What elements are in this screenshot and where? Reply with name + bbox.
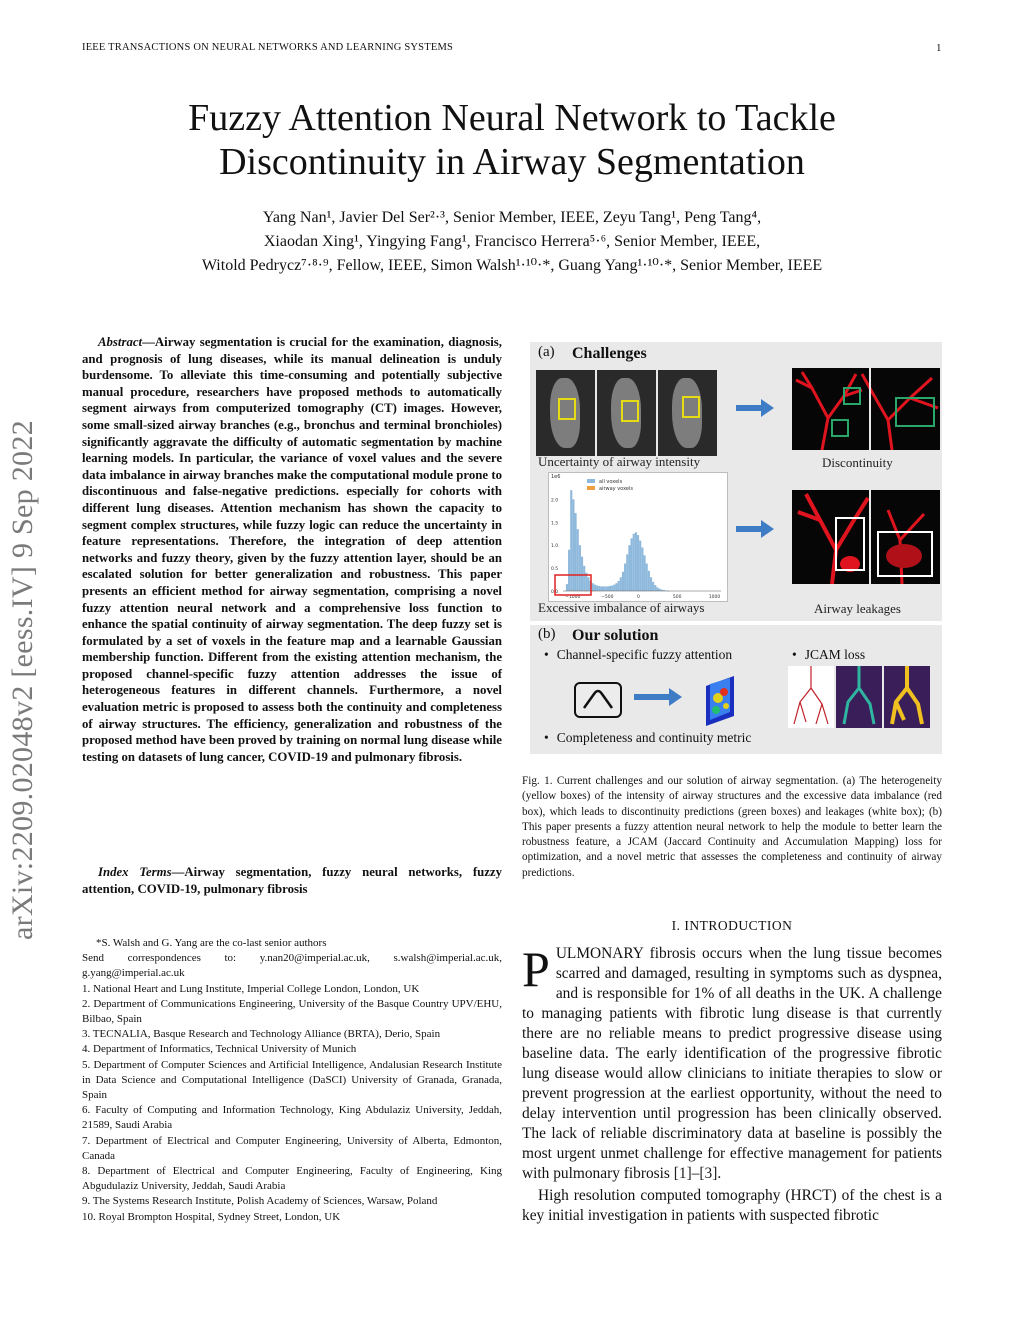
histogram-bar-all — [652, 582, 654, 591]
bullet: • — [792, 647, 797, 662]
leakage-label: Airway leakages — [814, 601, 901, 616]
histogram-bar-all — [600, 586, 602, 591]
ct-slice-2 — [597, 370, 656, 456]
solution-item — [792, 647, 865, 663]
histogram-bar-all — [579, 545, 581, 591]
solution-3: Completeness and continuity metric — [556, 730, 752, 745]
histogram-bar-all — [620, 577, 622, 591]
page-number: 1 — [936, 42, 942, 54]
ct-slice-1 — [536, 370, 595, 456]
index-terms — [82, 864, 502, 897]
histogram-bar-all — [603, 586, 605, 591]
arrow-right-icon — [634, 694, 670, 700]
fuzzy-feature-maps — [700, 672, 740, 728]
airway-tree-red — [792, 368, 940, 450]
authors-line-1: Yang Nan¹, Javier Del Ser²·³, Senior Member, IEEE, Zeyu Tang¹, Peng Tang⁴, — [262, 209, 762, 226]
airway-leakage-red — [792, 490, 940, 584]
footnote: *S. Walsh and G. Yang are the co-last senior authors — [96, 937, 327, 949]
para1-end: . — [717, 1165, 722, 1182]
histogram-bar-all — [648, 571, 650, 591]
histogram-bar-all — [650, 577, 652, 591]
histogram-bar-all — [581, 557, 583, 591]
y-tick-label: 1.0 — [551, 544, 559, 550]
intro-paragraph-2: High resolution computed tomography (HRCT) of the chest is a key initial investigation in patients with suspected fibrotic — [522, 1187, 942, 1224]
abstract-label: Abstract — [98, 335, 143, 349]
footnote: 8. Department of Electrical and Computer Engineering, Faculty of Engineering, King Abgudulaziz University, Jeddah, Saudi Arabia — [82, 1165, 502, 1193]
index-terms-label: Index Terms — [98, 865, 172, 879]
histogram-bar-all — [587, 577, 589, 591]
citation-link[interactable]: [3] — [699, 1165, 718, 1182]
panel-a-title: Challenges — [572, 345, 647, 362]
histogram-bar-all — [613, 585, 615, 591]
histogram-bar-all — [633, 534, 635, 591]
x-tick-label: 1000 — [708, 595, 721, 600]
histogram-bar-all — [594, 585, 596, 591]
x-tick-label: 0 — [637, 595, 640, 600]
histogram-bar-all — [568, 550, 570, 591]
scale-label: 1e6 — [551, 474, 561, 480]
histogram-bar-all — [598, 586, 600, 591]
histogram-bar-all — [605, 586, 607, 591]
panel-a-label: (a) — [538, 344, 555, 360]
x-tick-label: −1000 — [565, 595, 581, 600]
citation-link[interactable]: [1] — [673, 1165, 692, 1182]
para1-start: ULMONARY — [555, 945, 644, 962]
histogram-bar-all — [583, 566, 585, 591]
panel-divider — [530, 621, 942, 625]
ct-slice-3 — [658, 370, 717, 456]
legend-airway: airway voxels — [599, 486, 633, 492]
histogram-bar-all — [631, 538, 633, 591]
histogram-chart — [549, 473, 727, 601]
airway-prediction-white — [788, 666, 834, 728]
histogram-bar-all — [635, 532, 637, 591]
gaussian-membership-icon — [574, 682, 622, 718]
histogram-bar-all — [618, 581, 620, 591]
discontinuity-label: Discontinuity — [822, 455, 893, 470]
uncertainty-label: Uncertainty of airway intensity — [538, 454, 701, 469]
histogram-bar-all — [611, 586, 613, 592]
panel-b-title: Our solution — [572, 627, 659, 644]
para1-text: fibrosis occurs when the lung tissue becomes scarred and damaged, resulting in symptoms such as dyspnea, and is responsible for 1% of all deaths in the UK. A challenge to managing patients with fibrotic lung disease is that currently there are no reliable means to predict progressive disease using baseline data. The early identification of the progressive fibrotic lung disease would allow clinicians to initiate therapies to slow or prevent progression at the earliest opportunity, without the need to delay intervention until progression has been clinically observed. The lack of reliable discriminatory data at baseline is possibly the most urgent unmet challenge for effective management for patients with pulmonary fibrosis — [522, 945, 942, 1182]
legend-all: all voxels — [599, 479, 623, 485]
authors-line-2: Xiaodan Xing¹, Yingying Fang¹, Francisco Herrera⁵·⁶, Senior Member, IEEE, — [263, 233, 761, 250]
introduction-body — [522, 941, 942, 1226]
footnote: 9. The Systems Research Institute, Polish Academy of Sciences, Warsaw, Poland — [82, 1195, 438, 1208]
histogram-bar-all — [654, 585, 656, 591]
author-list — [60, 206, 964, 278]
leakage-image — [792, 490, 940, 584]
y-tick-label: 0.5 — [551, 567, 559, 573]
histogram-bar-all — [607, 586, 609, 591]
figure-1 — [530, 342, 942, 754]
cite-dash: – — [691, 1165, 700, 1182]
imbalance-histogram — [548, 472, 728, 602]
footnote: 6. Faculty of Computing and Information Technology, King Abdulaziz University, Jeddah, 21589, Saudi Arabia — [82, 1104, 502, 1132]
legend-swatch-airway — [587, 486, 595, 490]
histogram-bar-all — [659, 589, 661, 591]
histogram-bar-all — [572, 499, 574, 591]
histogram-bar-all — [592, 583, 594, 591]
histogram-bar-all — [643, 555, 645, 591]
footnote: 5. Department of Computer Sciences and Artificial Intelligence, Andalusian Research Institute in Data Science and Computational Intelligence (DaSCI) University of Granada, Granada, Spain — [82, 1058, 502, 1102]
y-tick-label: 1.5 — [551, 521, 559, 527]
histogram-bar-all — [570, 490, 572, 591]
y-tick-label: 2.0 — [551, 498, 559, 504]
histogram-bar-all — [566, 584, 568, 591]
footnote: 7. Department of Electrical and Computer Engineering, University of Alberta, Edmonton, Canada — [82, 1134, 502, 1162]
histogram-bar-all — [609, 586, 611, 591]
arrow-right-icon — [736, 405, 762, 411]
histogram-bar-all — [626, 554, 628, 591]
figure-caption: Fig. 1. Current challenges and our solution of airway segmentation. (a) The heterogeneity (yellow boxes) of the intensity of airway structures and the excessive data imbalance (red box), which leads to discontinuity predictions (green boxes) and leakages (white box); (b) This paper presents a fuzzy attention neural network to help the module to better learn the robustness feature, a JCAM (Jaccard Continuity and Accumulation Mapping) loss for optimization, and a novel metric that assesses the completeness and continuity of airway predictions. — [522, 775, 942, 879]
x-tick-label: 500 — [672, 595, 682, 600]
solution-1: Channel-specific fuzzy attention — [556, 647, 733, 662]
airway-heatmap — [836, 666, 882, 728]
footnote: 3. TECNALIA, Basque Research and Technology Alliance (BRTA), Derio, Spain — [82, 1028, 441, 1041]
abstract-text: —Airway segmentation is crucial for the examination, diagnosis, and prognosis of lung diseases, while its manual delineation is unduly burdensome. To alleviate this time-consuming and potentially subjective manual procedure, researchers have proposed methods to automatically segment airways from computerized tomography (CT) images. However, some small-sized airway branches (e.g., bronchus and terminal bronchioles) significantly aggravate the difficulty of automatic segmentation by machine learning models. In particular, the variance of voxel values and the severe data imbalance in airway branches make the computational module prone to discontinuous and false-negative predictions. especially for cohorts with different lung diseases. Attention mechanism has shown the capacity to segment complex structures, while fuzzy logic can reduce the uncertainty in feature representations. Therefore, the integration of deep attention networks and fuzzy theory, given by the fuzzy attention layer, should be an escalated solution for better generalization and robustness. This paper presents an efficient method for airway segmentation, comprising a novel fuzzy attention neural network and a comprehensive loss function to enhance the spatial continuity of airway segmentation. The deep fuzzy set is formulated by a set of voxels in the feature map and a learnable Gaussian membership function. Different from the existing attention mechanism, the proposed channel-specific fuzzy attention addresses the issue of heterogeneous features in different channels. Furthermore, a novel evaluation metric is proposed to assess both the continuity and completeness of airway structures. The efficiency, generalization and robustness of the proposed method have been proved by training on normal lung disease while testing on datasets of lung cancer, COVID-19 and pulmonary fibrosis. — [82, 335, 502, 764]
histogram-bar-all — [615, 583, 617, 591]
green-box — [896, 398, 934, 426]
title-line-2: Discontinuity in Airway Segmentation — [219, 141, 805, 183]
histogram-bar-all — [637, 535, 639, 591]
solution-item — [544, 647, 732, 663]
yellow-box — [558, 398, 576, 420]
y-tick-label: 0.0 — [551, 590, 559, 595]
x-tick-label: −500 — [601, 595, 614, 600]
footnotes — [82, 936, 502, 1225]
solution-2: JCAM loss — [804, 647, 866, 662]
histogram-bar-all — [646, 564, 648, 592]
paper-title — [60, 96, 964, 184]
footnote: 1. National Heart and Lung Institute, Imperial College London, London, UK — [82, 982, 420, 995]
bullet: • — [544, 730, 549, 745]
footnote: 4. Department of Informatics, Technical University of Munich — [82, 1043, 357, 1056]
title-line-1: Fuzzy Attention Neural Network to Tackle — [188, 97, 836, 139]
section-title: I. INTRODUCTION — [671, 918, 793, 933]
bullet: • — [544, 647, 549, 662]
arxiv-stamp: arXiv:2209.02048v2 [eess.IV] 9 Sep 2022 — [6, 420, 39, 940]
imbalance-label: Excessive imbalance of airways — [538, 600, 705, 615]
airway-prediction-yellow — [884, 666, 930, 728]
abstract — [82, 334, 502, 765]
histogram-bar-all — [641, 547, 643, 591]
histogram-bar-all — [574, 513, 576, 591]
solution-item — [544, 730, 751, 746]
discontinuity-image — [792, 368, 940, 450]
histogram-bar-all — [596, 586, 598, 592]
histogram-bar-all — [622, 572, 624, 591]
yellow-box — [682, 396, 700, 418]
footnote: Send correspondences to: y.nan20@imperial.ac.uk, s.walsh@imperial.ac.uk, g.yang@imperial.ac.uk — [82, 952, 502, 980]
histogram-bar-all — [656, 587, 658, 591]
index-terms-text: —Airway segmentation, fuzzy neural networks, fuzzy attention, COVID-19, pulmonary fibrosis — [82, 865, 502, 896]
footnote: 2. Department of Communications Engineering, University of the Basque Country UPV/EHU, Bilbao, Spain — [82, 997, 502, 1026]
histogram-bar-all — [639, 541, 641, 591]
footnote: 10. Royal Brompton Hospital, Sydney Street, London, UK — [82, 1210, 341, 1223]
green-box — [832, 420, 848, 436]
intro-paragraph-1 — [522, 941, 942, 1184]
authors-line-3: Witold Pedrycz⁷·⁸·⁹, Fellow, IEEE, Simon Walsh¹·¹⁰·*, Guang Yang¹·¹⁰·*, Senior Member, IEEE — [201, 257, 823, 274]
histogram-bar-all — [624, 564, 626, 592]
dropcap: P — [522, 941, 550, 997]
yellow-box — [621, 400, 639, 422]
histogram-bar-all — [577, 529, 579, 591]
running-header: IEEE TRANSACTIONS ON NEURAL NETWORKS AND LEARNING SYSTEMS — [82, 42, 454, 53]
histogram-bar-all — [628, 545, 630, 591]
panel-b-label: (b) — [538, 626, 556, 642]
legend-swatch-all — [587, 479, 595, 483]
arrow-right-icon — [736, 526, 762, 532]
